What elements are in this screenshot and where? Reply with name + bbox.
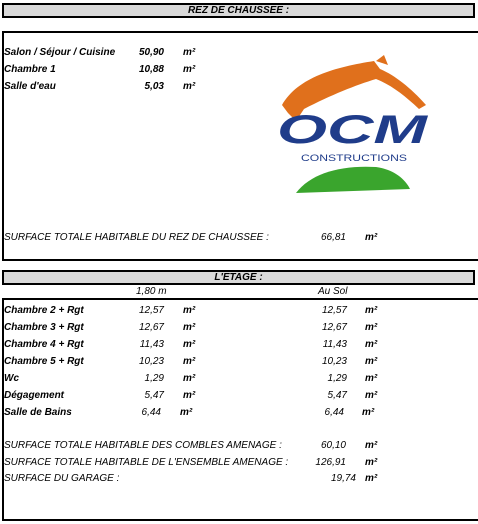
etage-row-label: Salle de Bains	[4, 407, 72, 418]
rez-row-label: Salon / Séjour / Cuisine	[4, 47, 116, 58]
etage-total-value: 60,10	[320, 440, 346, 451]
etage-row-unit-2: m²	[365, 322, 378, 333]
etage-row-unit-1: m²	[180, 407, 193, 418]
etage-row-value-1: 12,57	[138, 305, 164, 316]
etage-total-unit: m²	[365, 473, 378, 484]
etage-row-value-1: 6,44	[141, 407, 161, 418]
etage-row-label: Wc	[4, 373, 19, 384]
etage-row-value-2: 5,47	[327, 390, 347, 401]
etage-row-value-2: 11,43	[322, 339, 347, 350]
rez-row-value: 50,90	[138, 47, 164, 58]
etage-col1-header: 1,80 m	[136, 286, 167, 297]
etage-col2-header: Au Sol	[318, 286, 348, 297]
etage-row-value-2: 1,29	[327, 373, 347, 384]
etage-row-value-1: 11,43	[139, 339, 164, 350]
etage-row-unit-1: m²	[183, 373, 196, 384]
etage-row-value-1: 1,29	[144, 373, 164, 384]
rez-row-label: Chambre 1	[4, 64, 56, 75]
etage-total-label: SURFACE TOTALE HABITABLE DES COMBLES AMENAGE :	[4, 440, 282, 451]
rez-total-label: SURFACE TOTALE HABITABLE DU REZ DE CHAUSSEE :	[4, 232, 269, 243]
rez-row-unit: m²	[183, 64, 196, 75]
etage-row-unit-1: m²	[183, 390, 196, 401]
rez-total-unit: m²	[365, 232, 378, 243]
rez-row-unit: m²	[183, 47, 196, 58]
rez-header	[2, 3, 475, 18]
etage-title: L'ETAGE :	[214, 272, 263, 283]
etage-total-unit: m²	[365, 457, 378, 468]
etage-row-unit-1: m²	[183, 322, 196, 333]
etage-row-unit-1: m²	[183, 356, 196, 367]
etage-row-value-2: 10,23	[321, 356, 347, 367]
etage-row-label: Chambre 5 + Rgt	[4, 356, 84, 367]
etage-row-label: Chambre 2 + Rgt	[4, 305, 84, 316]
etage-row-unit-2: m²	[362, 407, 375, 418]
etage-row-unit-2: m²	[365, 356, 378, 367]
rez-title: REZ DE CHAUSSEE :	[187, 5, 290, 16]
rez-row-value: 10,88	[138, 64, 164, 75]
etage-row-unit-2: m²	[365, 339, 378, 350]
etage-row-label: Dégagement	[4, 390, 65, 401]
rez-row-value: 5,03	[144, 81, 164, 92]
etage-row-unit-1: m²	[183, 339, 196, 350]
etage-row-value-2: 6,44	[324, 407, 344, 418]
etage-row-label: Chambre 3 + Rgt	[4, 322, 84, 333]
etage-row-value-2: 12,67	[321, 322, 347, 333]
rez-total-value: 66,81	[320, 232, 346, 243]
etage-total-unit: m²	[365, 440, 378, 451]
etage-row-unit-2: m²	[365, 373, 378, 384]
etage-row-unit-2: m²	[365, 305, 378, 316]
etage-total-label: SURFACE TOTALE HABITABLE DE L'ENSEMBLE AMENAGE :	[4, 457, 289, 468]
etage-row-unit-1: m²	[183, 305, 196, 316]
etage-row-value-2: 12,57	[321, 305, 347, 316]
ocm-logo	[276, 55, 431, 200]
etage-header	[2, 270, 475, 285]
etage-total-value: 19,74	[330, 473, 356, 484]
etage-row-value-1: 5,47	[144, 390, 164, 401]
rez-row-label: Salle d'eau	[4, 81, 56, 92]
logo-text-main: OCM	[277, 108, 430, 152]
rez-row-unit: m²	[183, 81, 196, 92]
etage-row-value-1: 10,23	[138, 356, 164, 367]
etage-row-value-1: 12,67	[138, 322, 164, 333]
etage-row-label: Chambre 4 + Rgt	[4, 339, 84, 350]
etage-total-label: SURFACE DU GARAGE :	[4, 473, 120, 484]
logo-text-sub: CONSTRUCTIONS	[301, 153, 407, 164]
logo-hill-icon	[296, 167, 410, 193]
etage-row-unit-2: m²	[365, 390, 378, 401]
etage-total-value: 126,91	[315, 457, 346, 468]
